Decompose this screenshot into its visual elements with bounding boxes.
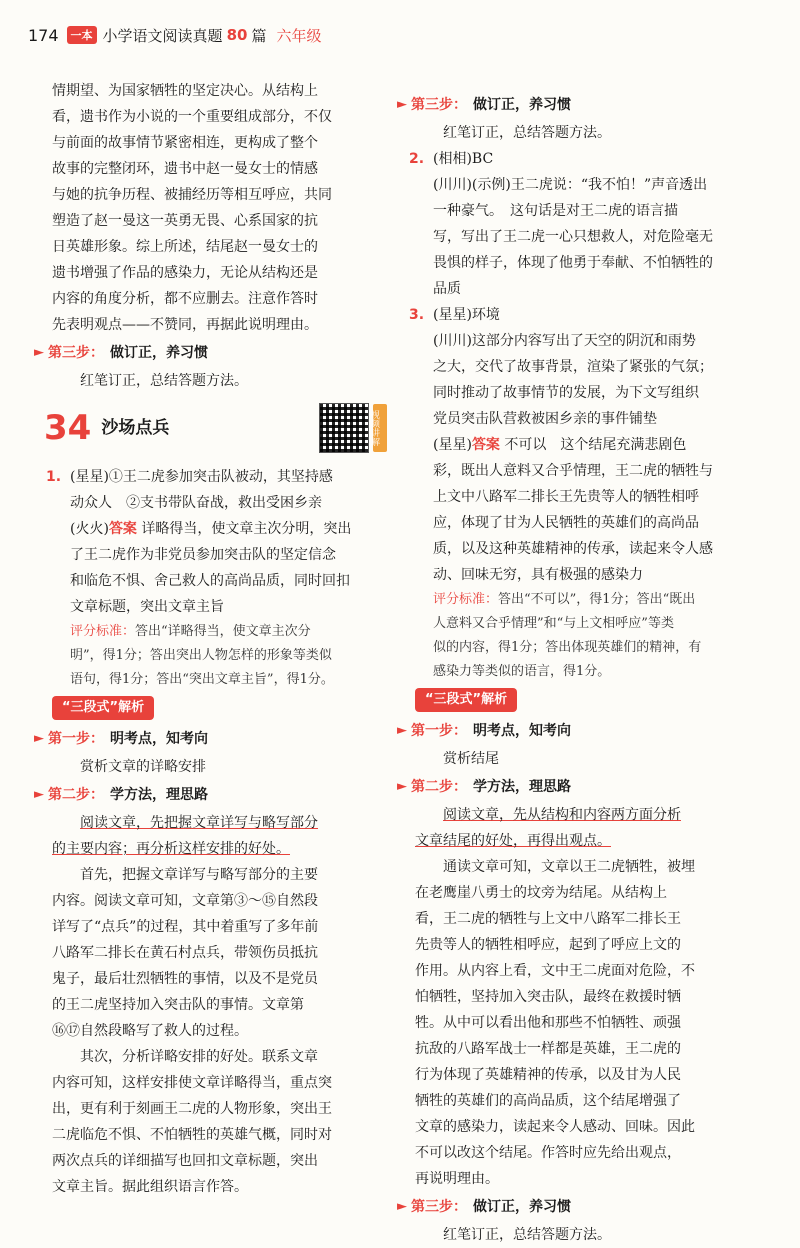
question-number: 1.: [46, 469, 62, 485]
text-line: 彩，既出人意料又合乎情理，王二虎的牺牲与: [433, 463, 713, 479]
method-line: 阅读文章，先把握文章详写与略写部分: [80, 815, 318, 831]
text-line: 答出“详略得当，使文章主次分: [135, 624, 311, 639]
left-column: [34, 78, 387, 1200]
text-line: 遗书增强了作品的感染力，无论从结构还是: [52, 265, 318, 281]
question-number: 2.: [409, 151, 425, 167]
text-line: 似的内容，得1分；答出体现英雄们的精神，有: [433, 640, 702, 655]
step-two-heading: [34, 782, 387, 808]
text-line: 了王二虎作为非党员参加突击队的坚定信念: [70, 547, 336, 563]
step-body: 赏析文章的详略安排: [80, 759, 206, 775]
text-line: 明”，得1分；答出突出人物怎样的形象等类似: [70, 648, 332, 663]
text-line: 的王二虎坚持加入突击队的事情。文章第: [52, 997, 304, 1013]
text-line: 品质: [433, 281, 461, 297]
text-line: 二虎临危不惧、不怕牺牲的英雄气概，同时对: [52, 1127, 332, 1143]
question-1: [46, 464, 387, 692]
text-line: 先贵等人的牺牲相呼应，起到了呼应上文的: [415, 937, 681, 953]
step-text: 明考点，知考向: [110, 731, 208, 747]
text-line: (星星)环境: [433, 307, 500, 323]
text-line: 通读文章可知，文章以王二虎牺牲，被埋: [443, 859, 695, 875]
text-line: 鬼子，最后壮烈牺牲的事情，以及不是党员: [52, 971, 318, 987]
step-body: 红笔订正，总结答题方法。: [80, 373, 248, 389]
step-label: 第二步：: [48, 787, 104, 803]
step-label: 第三步：: [411, 97, 467, 113]
answer-prefix: (火火): [70, 521, 109, 537]
text-line: 行为体现了英雄精神的传承，以及甘为人民: [415, 1067, 681, 1083]
scoring-label: 评分标准：: [70, 624, 136, 639]
lesson-number: 34: [44, 408, 92, 448]
step-label: 第一步：: [48, 731, 104, 747]
text-line: (星星)①王二虎参加突击队被动，其坚持感: [70, 469, 333, 485]
text-line: 与她的抗争历程、被捕经历等相互呼应，共同: [52, 187, 332, 203]
text-line: 故事的完整闭环，遗书中赵一曼女士的情感: [52, 161, 318, 177]
step-body: 红笔订正，总结答题方法。: [443, 1227, 611, 1243]
arrow-icon: ►: [397, 97, 407, 112]
arrow-icon: ►: [34, 345, 44, 360]
text-line: 质，以及这种英雄精神的传承，读起来令人感: [433, 541, 713, 557]
scoring-standard: [70, 620, 387, 692]
analysis-badge: “三段式”解析: [52, 696, 154, 720]
text-line: 一种豪气。 这句话是对王二虎的语言描: [433, 203, 678, 219]
text-line: 出，更有利于刻画王二虎的人物形象，突出王: [52, 1101, 332, 1117]
text-line: 看，遗书作为小说的一个重要组成部分，不仅: [52, 109, 332, 125]
lesson-title: 沙场点兵: [101, 418, 170, 438]
step-three-heading: [397, 92, 758, 118]
text-line: (相相)BC: [433, 151, 494, 167]
question-number: 3.: [409, 307, 425, 323]
step-body: 红笔订正，总结答题方法。: [443, 125, 611, 141]
text-line: 详略得当，使文章主次分明，突出: [136, 521, 352, 537]
step-label: 第一步：: [411, 723, 467, 739]
text-line: 八路军二排长在黄石村点兵，带领伤员抵抗: [52, 945, 318, 961]
step-text: 做订正，养习惯: [110, 345, 208, 361]
page-number: 174: [28, 25, 59, 45]
lesson-header: [44, 402, 387, 454]
answer-label: 答案: [108, 521, 137, 537]
scoring-standard: [433, 588, 758, 684]
text-line: 两次点兵的详细描写也回扣文章标题，突出: [52, 1153, 318, 1169]
answer-line: [70, 516, 387, 542]
text-line: 上文中八路军二排长王先贵等人的牺牲相呼: [433, 489, 699, 505]
text-line: 文章的感染力，读起来令人感动、回味。因此: [415, 1119, 695, 1135]
text-line: 先表明观点——不赞同，再据此说明理由。: [52, 317, 318, 333]
text-line: 不可以改这个结尾。作答时应先给出观点，: [415, 1145, 681, 1161]
text-line: 不可以 这个结尾充满悲剧色: [499, 437, 687, 453]
text-line: 首先，把握文章详写与略写部分的主要: [80, 867, 318, 883]
text-line: 情期望、为国家牺牲的坚定决心。从结构上: [52, 83, 318, 99]
analysis-badge: “三段式”解析: [415, 688, 517, 712]
answer-label: 答案: [471, 437, 500, 453]
answer-prefix: (星星): [433, 437, 472, 453]
method-line: 阅读文章，先从结构和内容两方面分析: [443, 807, 681, 823]
text-line: 看，王二虎的牺牲与上文中八路军二排长王: [415, 911, 681, 927]
brand-logo: 一本: [67, 26, 97, 44]
text-line: (川川)(示例)王二虎说：“我不怕！”声音透出: [433, 177, 708, 193]
carry-over-text: [52, 78, 387, 338]
arrow-icon: ►: [397, 1199, 407, 1214]
text-line: 作用。从内容上看，文中王二虎面对危险，不: [415, 963, 695, 979]
text-line: 人意料又合乎情理”和“与上文相呼应”等类: [433, 616, 674, 631]
text-line: 与前面的故事情节紧密相连，更构成了整个: [52, 135, 318, 151]
text-line: 牺牲的英雄们的高尚品质，这个结尾增强了: [415, 1093, 681, 1109]
page-header: [28, 22, 321, 48]
text-line: 同时推动了故事情节的发展，为下文写组织: [433, 385, 699, 401]
text-line: 动、回味无穷，具有极强的感染力: [433, 567, 643, 583]
text-line: 文章主旨。据此组织语言作答。: [52, 1179, 248, 1195]
question-2: [409, 146, 758, 302]
book-count: 80: [226, 26, 248, 44]
method-line: 文章结尾的好处，再得出观点。: [415, 833, 611, 849]
step-label: 第三步：: [411, 1199, 467, 1215]
method-line: 的主要内容；再分析这样安排的好处。: [52, 841, 290, 857]
text-line: 党员突击队营救被困乡亲的事件铺垫: [433, 411, 657, 427]
text-line: 答出“不可以”，得1分；答出“既出: [498, 592, 696, 607]
text-line: 语句，得1分；答出“突出文章主旨”，得1分。: [70, 672, 334, 687]
text-line: 应，体现了甘为人民牺牲的英雄们的高尚品: [433, 515, 699, 531]
text-line: 再说明理由。: [415, 1171, 499, 1187]
step-three-heading: [397, 1194, 758, 1220]
text-line: 写，写出了王二虎一心只想救人，对危险毫无: [433, 229, 713, 245]
step-text: 学方法，理思路: [110, 787, 208, 803]
step-one-heading: [34, 726, 387, 752]
book-unit: 篇: [251, 26, 267, 45]
text-line: 内容的角度分析，都不应删去。注意作答时: [52, 291, 318, 307]
text-line: 畏惧的样子，体现了他勇于奉献、不怕牺牲的: [433, 255, 713, 271]
question-3: [409, 302, 758, 684]
text-line: 之大，交代了故事背景，渲染了紧张的气氛；: [433, 359, 713, 375]
text-line: 详写了“点兵”的过程，其中着重写了多年前: [52, 919, 319, 935]
text-line: 动众人 ②支书带队奋战，救出受困乡亲: [70, 495, 322, 511]
text-line: (川川)这部分内容写出了天空的阴沉和雨势: [433, 333, 696, 349]
text-line: 在老鹰崖八勇士的坟旁为结尾。从结构上: [415, 885, 667, 901]
text-line: 塑造了赵一曼这一英勇无畏、心系国家的抗: [52, 213, 318, 229]
step-text: 学方法，理思路: [473, 779, 571, 795]
step-label: 第三步：: [48, 345, 104, 361]
text-line: 日英雄形象。综上所述，结尾赵一曼女士的: [52, 239, 318, 255]
step-text: 明考点，知考向: [473, 723, 571, 739]
text-line: 内容。阅读文章可知，文章第③～⑮自然段: [52, 893, 318, 909]
text-line: 怕牺牲，坚持加入突击队，最终在救援时牺: [415, 989, 681, 1005]
step-one-heading: [397, 718, 758, 744]
arrow-icon: ►: [397, 779, 407, 794]
step-three-heading: [34, 340, 387, 366]
book-title: 小学语文阅读真题: [102, 26, 223, 45]
text-line: 感染力等类似的语言，得1分。: [433, 664, 611, 679]
step-body: 赏析结尾: [443, 751, 499, 767]
step-text: 做订正，养习惯: [473, 97, 571, 113]
text-line: 牲。从中可以看出他和那些不怕牺牲、顽强: [415, 1015, 681, 1031]
answer-line: [433, 432, 758, 458]
step-label: 第二步：: [411, 779, 467, 795]
scoring-label: 评分标准：: [433, 592, 499, 607]
right-column: [397, 90, 758, 1248]
text-line: 其次，分析详略安排的好处。联系文章: [80, 1049, 318, 1065]
text-line: 文章标题，突出文章主旨: [70, 599, 224, 615]
video-tag: 视频讲解: [373, 404, 387, 452]
text-line: 抗敌的八路军战士一样都是英雄，王二虎的: [415, 1041, 681, 1057]
step-text: 做订正，养习惯: [473, 1199, 571, 1215]
arrow-icon: ►: [34, 787, 44, 802]
text-line: 和临危不惧、舍己救人的高尚品质，同时回扣: [70, 573, 350, 589]
text-line: 内容可知，这样安排使文章详略得当，重点突: [52, 1075, 332, 1091]
text-line: ⑯⑰自然段略写了救人的过程。: [52, 1023, 248, 1039]
arrow-icon: ►: [397, 723, 407, 738]
step-two-heading: [397, 774, 758, 800]
arrow-icon: ►: [34, 731, 44, 746]
grade-label: 六年级: [276, 26, 322, 45]
